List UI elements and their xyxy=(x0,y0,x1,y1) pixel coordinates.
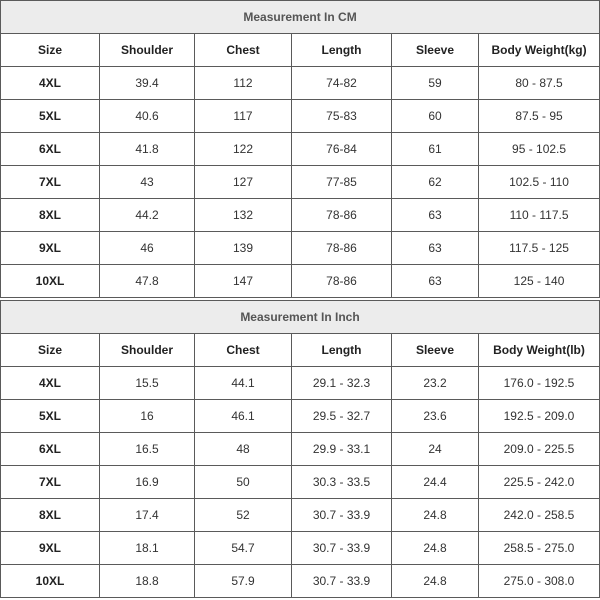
cm-header-row xyxy=(1,34,600,67)
inch-table-title: Measurement In Inch xyxy=(1,301,600,334)
inch-value-cell: 15.5 xyxy=(100,367,195,400)
cm-value-cell: 78-86 xyxy=(292,232,392,265)
cm-value-cell: 78-86 xyxy=(292,265,392,298)
cm-value-cell: 76-84 xyxy=(292,133,392,166)
inch-value-cell: 225.5 - 242.0 xyxy=(479,466,600,499)
cm-value-cell: 47.8 xyxy=(100,265,195,298)
inch-row xyxy=(1,466,600,499)
cm-value-cell: 125 - 140 xyxy=(479,265,600,298)
inch-size-cell: 8XL xyxy=(1,499,100,532)
inch-row xyxy=(1,499,600,532)
cm-value-cell: 95 - 102.5 xyxy=(479,133,600,166)
inch-header-sleeve: Sleeve xyxy=(392,334,479,367)
inch-header-chest: Chest xyxy=(195,334,292,367)
cm-size-cell: 7XL xyxy=(1,166,100,199)
cm-size-cell: 8XL xyxy=(1,199,100,232)
inch-value-cell: 30.3 - 33.5 xyxy=(292,466,392,499)
cm-value-cell: 132 xyxy=(195,199,292,232)
inch-size-cell: 7XL xyxy=(1,466,100,499)
cm-value-cell: 43 xyxy=(100,166,195,199)
cm-value-cell: 78-86 xyxy=(292,199,392,232)
cm-table-title: Measurement In CM xyxy=(1,1,600,34)
cm-value-cell: 63 xyxy=(392,265,479,298)
cm-header-body-weight: Body Weight(kg) xyxy=(479,34,600,67)
inch-header-row xyxy=(1,334,600,367)
cm-title-row xyxy=(1,1,600,34)
cm-value-cell: 40.6 xyxy=(100,100,195,133)
cm-size-cell: 10XL xyxy=(1,265,100,298)
inch-header-length: Length xyxy=(292,334,392,367)
inch-value-cell: 209.0 - 225.5 xyxy=(479,433,600,466)
cm-value-cell: 59 xyxy=(392,67,479,100)
inch-value-cell: 18.1 xyxy=(100,532,195,565)
inch-value-cell: 52 xyxy=(195,499,292,532)
inch-value-cell: 18.8 xyxy=(100,565,195,598)
inch-value-cell: 24 xyxy=(392,433,479,466)
cm-header-chest: Chest xyxy=(195,34,292,67)
inch-value-cell: 24.8 xyxy=(392,532,479,565)
cm-size-cell: 9XL xyxy=(1,232,100,265)
inch-value-cell: 24.8 xyxy=(392,565,479,598)
inch-row xyxy=(1,532,600,565)
inch-value-cell: 23.2 xyxy=(392,367,479,400)
cm-value-cell: 139 xyxy=(195,232,292,265)
inch-value-cell: 23.6 xyxy=(392,400,479,433)
inch-value-cell: 50 xyxy=(195,466,292,499)
inch-measurement-table xyxy=(0,300,600,598)
inch-value-cell: 16.5 xyxy=(100,433,195,466)
cm-value-cell: 62 xyxy=(392,166,479,199)
cm-header-sleeve: Sleeve xyxy=(392,34,479,67)
inch-header-shoulder: Shoulder xyxy=(100,334,195,367)
inch-size-cell: 4XL xyxy=(1,367,100,400)
cm-row xyxy=(1,166,600,199)
inch-value-cell: 16.9 xyxy=(100,466,195,499)
inch-value-cell: 29.5 - 32.7 xyxy=(292,400,392,433)
inch-row xyxy=(1,565,600,598)
cm-value-cell: 61 xyxy=(392,133,479,166)
cm-value-cell: 44.2 xyxy=(100,199,195,232)
inch-value-cell: 275.0 - 308.0 xyxy=(479,565,600,598)
cm-header-shoulder: Shoulder xyxy=(100,34,195,67)
inch-value-cell: 30.7 - 33.9 xyxy=(292,532,392,565)
inch-size-cell: 10XL xyxy=(1,565,100,598)
inch-size-cell: 6XL xyxy=(1,433,100,466)
cm-row xyxy=(1,232,600,265)
inch-size-cell: 5XL xyxy=(1,400,100,433)
cm-value-cell: 75-83 xyxy=(292,100,392,133)
cm-value-cell: 77-85 xyxy=(292,166,392,199)
cm-value-cell: 147 xyxy=(195,265,292,298)
inch-value-cell: 29.9 - 33.1 xyxy=(292,433,392,466)
cm-size-cell: 5XL xyxy=(1,100,100,133)
cm-value-cell: 63 xyxy=(392,232,479,265)
inch-value-cell: 46.1 xyxy=(195,400,292,433)
inch-title-row xyxy=(1,301,600,334)
cm-value-cell: 46 xyxy=(100,232,195,265)
inch-value-cell: 29.1 - 32.3 xyxy=(292,367,392,400)
cm-value-cell: 127 xyxy=(195,166,292,199)
cm-row xyxy=(1,100,600,133)
cm-header-length: Length xyxy=(292,34,392,67)
inch-value-cell: 258.5 - 275.0 xyxy=(479,532,600,565)
inch-value-cell: 54.7 xyxy=(195,532,292,565)
inch-value-cell: 30.7 - 33.9 xyxy=(292,499,392,532)
inch-row xyxy=(1,433,600,466)
cm-row xyxy=(1,199,600,232)
cm-size-cell: 6XL xyxy=(1,133,100,166)
inch-value-cell: 192.5 - 209.0 xyxy=(479,400,600,433)
cm-value-cell: 39.4 xyxy=(100,67,195,100)
cm-value-cell: 117 xyxy=(195,100,292,133)
inch-row xyxy=(1,400,600,433)
cm-row xyxy=(1,265,600,298)
cm-value-cell: 112 xyxy=(195,67,292,100)
cm-value-cell: 87.5 - 95 xyxy=(479,100,600,133)
cm-measurement-table xyxy=(0,0,600,298)
cm-value-cell: 122 xyxy=(195,133,292,166)
inch-value-cell: 17.4 xyxy=(100,499,195,532)
inch-value-cell: 24.4 xyxy=(392,466,479,499)
inch-value-cell: 57.9 xyxy=(195,565,292,598)
inch-value-cell: 44.1 xyxy=(195,367,292,400)
cm-value-cell: 80 - 87.5 xyxy=(479,67,600,100)
inch-value-cell: 176.0 - 192.5 xyxy=(479,367,600,400)
inch-row xyxy=(1,367,600,400)
cm-size-cell: 4XL xyxy=(1,67,100,100)
inch-value-cell: 48 xyxy=(195,433,292,466)
cm-value-cell: 117.5 - 125 xyxy=(479,232,600,265)
inch-value-cell: 16 xyxy=(100,400,195,433)
cm-value-cell: 63 xyxy=(392,199,479,232)
cm-row xyxy=(1,67,600,100)
cm-value-cell: 60 xyxy=(392,100,479,133)
cm-value-cell: 74-82 xyxy=(292,67,392,100)
cm-value-cell: 102.5 - 110 xyxy=(479,166,600,199)
cm-value-cell: 110 - 117.5 xyxy=(479,199,600,232)
inch-header-body-weight: Body Weight(lb) xyxy=(479,334,600,367)
cm-row xyxy=(1,133,600,166)
inch-value-cell: 242.0 - 258.5 xyxy=(479,499,600,532)
inch-value-cell: 30.7 - 33.9 xyxy=(292,565,392,598)
inch-value-cell: 24.8 xyxy=(392,499,479,532)
cm-value-cell: 41.8 xyxy=(100,133,195,166)
cm-header-size: Size xyxy=(1,34,100,67)
inch-header-size: Size xyxy=(1,334,100,367)
inch-size-cell: 9XL xyxy=(1,532,100,565)
